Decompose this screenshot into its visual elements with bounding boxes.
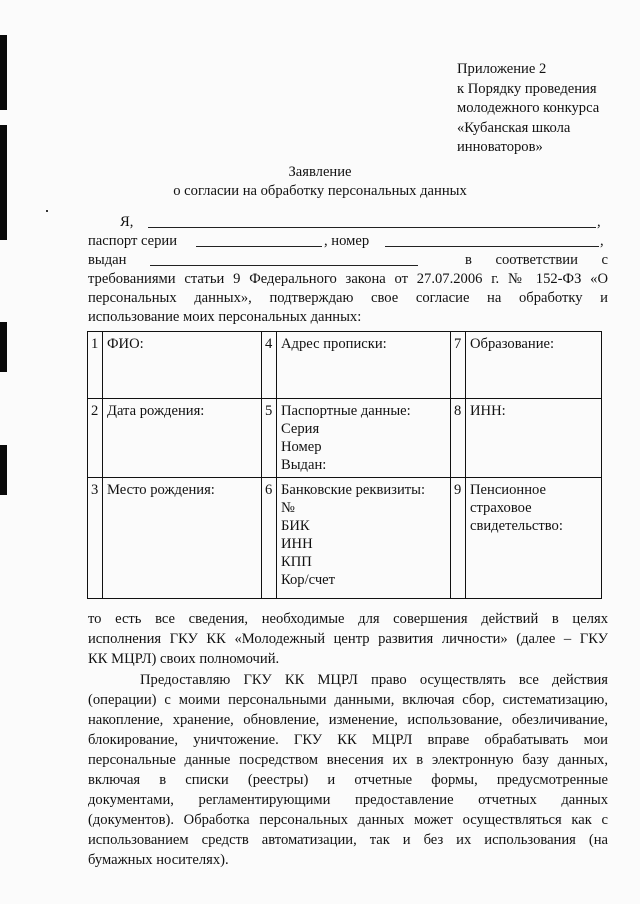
- passport-number-label: , номер: [324, 233, 370, 249]
- field-cell-education[interactable]: [466, 332, 602, 399]
- appendix-line: «Кубанская школа: [457, 119, 571, 136]
- cell-number: 6: [262, 478, 277, 599]
- issued-line: [88, 251, 608, 270]
- cell-number: 9: [451, 478, 466, 599]
- scan-speck: [46, 210, 48, 212]
- cell-label: №: [281, 500, 295, 516]
- according-label: в соответствии с: [465, 252, 608, 268]
- field-cell-bank-details[interactable]: [277, 478, 451, 599]
- paragraph-line: персональные данные посредством внесения их в электронную базу данных,: [88, 752, 608, 768]
- field-cell-birthdate[interactable]: [103, 399, 262, 478]
- passport-series-field[interactable]: [196, 246, 322, 247]
- cell-number: 3: [88, 478, 103, 599]
- personal-data-table: [87, 331, 602, 599]
- table-row: [88, 478, 602, 599]
- field-cell-birthplace[interactable]: [103, 478, 262, 599]
- cell-label: свидетельство:: [470, 518, 563, 534]
- cell-number: 8: [451, 399, 466, 478]
- cell-label: БИК: [281, 518, 310, 534]
- paragraph-line: то есть все сведения, необходимые для совершения действий в целях: [88, 611, 608, 627]
- paragraph-line: блокирование, уничтожение. ГКУ КК МЦРЛ вправе обрабатывать мои: [88, 732, 608, 748]
- cell-label: КПП: [281, 554, 312, 570]
- cell-label: Паспортные данные:: [281, 403, 411, 419]
- cell-label: ИНН:: [470, 403, 506, 419]
- cell-label: Пенсионное: [470, 482, 546, 498]
- field-cell-passport[interactable]: [277, 399, 451, 478]
- issued-label: выдан: [88, 252, 127, 268]
- paragraph-line: накопление, хранение, обновление, изменение, использование, обезличивание,: [88, 712, 608, 728]
- cell-label: Адрес прописки:: [281, 336, 387, 352]
- cell-number: 7: [451, 332, 466, 399]
- intro-text-last: использование моих персональных данных:: [88, 309, 362, 325]
- paragraph-line: документами, регламентирующими предоставление отчетных данных: [88, 792, 608, 808]
- cell-label: Банковские реквизиты:: [281, 482, 425, 498]
- name-line: [88, 213, 608, 232]
- cell-number: 1: [88, 332, 103, 399]
- field-cell-address[interactable]: [277, 332, 451, 399]
- intro-text-line: персональных данных», подтверждаю свое согласие на обработку и: [88, 290, 608, 306]
- cell-label: Выдан:: [281, 457, 327, 473]
- field-cell-pension[interactable]: [466, 478, 602, 599]
- appendix-line: к Порядку проведения: [457, 80, 597, 97]
- table-row: [88, 332, 602, 399]
- appendix-line: молодежного конкурса: [457, 100, 600, 116]
- cell-number: 2: [88, 399, 103, 478]
- comma: ,: [597, 214, 601, 230]
- cell-number: 5: [262, 399, 277, 478]
- paragraph-line: исполнения ГКУ КК «Молодежный центр развития личности» (далее – ГКУ: [88, 631, 608, 647]
- paragraph-line: использованием средств автоматизации, так и без их использования (на: [88, 832, 608, 848]
- scan-margin-mark: [0, 445, 7, 495]
- cell-label: Серия: [281, 421, 320, 437]
- appendix-line: Приложение 2: [457, 61, 547, 77]
- cell-label: Дата рождения:: [107, 403, 205, 419]
- issued-by-field[interactable]: [150, 265, 418, 266]
- paragraph-line: включая в списки (реестры) и отчетные формы, предусмотренные: [88, 772, 608, 788]
- paragraph-first-line: Предоставляю ГКУ КК МЦРЛ право осуществлять все действия: [140, 672, 608, 688]
- field-cell-fio[interactable]: [103, 332, 262, 399]
- cell-label: Номер: [281, 439, 322, 455]
- document-title: Заявление: [288, 164, 352, 180]
- ya-label: Я,: [120, 214, 134, 230]
- comma: ,: [600, 233, 604, 249]
- scan-margin-mark: [0, 322, 7, 372]
- paragraph-line: (документов). Обработка персональных данных может осуществляться как с: [88, 812, 608, 828]
- appendix-note: [457, 60, 599, 158]
- cell-label: Образование:: [470, 336, 555, 352]
- paragraph-line-last: КК МЦРЛ) своих полномочий.: [88, 651, 280, 667]
- paragraph-line: (операции) с моими персональными данными, включая сбор, систематизацию,: [88, 692, 608, 708]
- paragraph-line-last: бумажных носителях).: [88, 852, 229, 868]
- passport-series-label: паспорт серии: [88, 233, 178, 249]
- passport-line: [88, 232, 608, 251]
- field-cell-inn[interactable]: [466, 399, 602, 478]
- scan-margin-mark: [0, 35, 7, 110]
- intro-text-line: требованиями статьи 9 Федерального закона от 27.07.2006 г. № 152-ФЗ «О: [88, 271, 608, 287]
- cell-label: ФИО:: [107, 336, 144, 352]
- cell-label: Кор/счет: [281, 572, 336, 588]
- passport-number-field[interactable]: [385, 246, 599, 247]
- table-row: [88, 399, 602, 478]
- full-name-field[interactable]: [148, 227, 596, 228]
- cell-label: ИНН: [281, 536, 313, 552]
- appendix-line: инноваторов»: [457, 139, 543, 155]
- document-subtitle: о согласии на обработку персональных данных: [173, 183, 467, 199]
- cell-number: 4: [262, 332, 277, 399]
- cell-label: страховое: [470, 500, 532, 516]
- cell-label: Место рождения:: [107, 482, 215, 498]
